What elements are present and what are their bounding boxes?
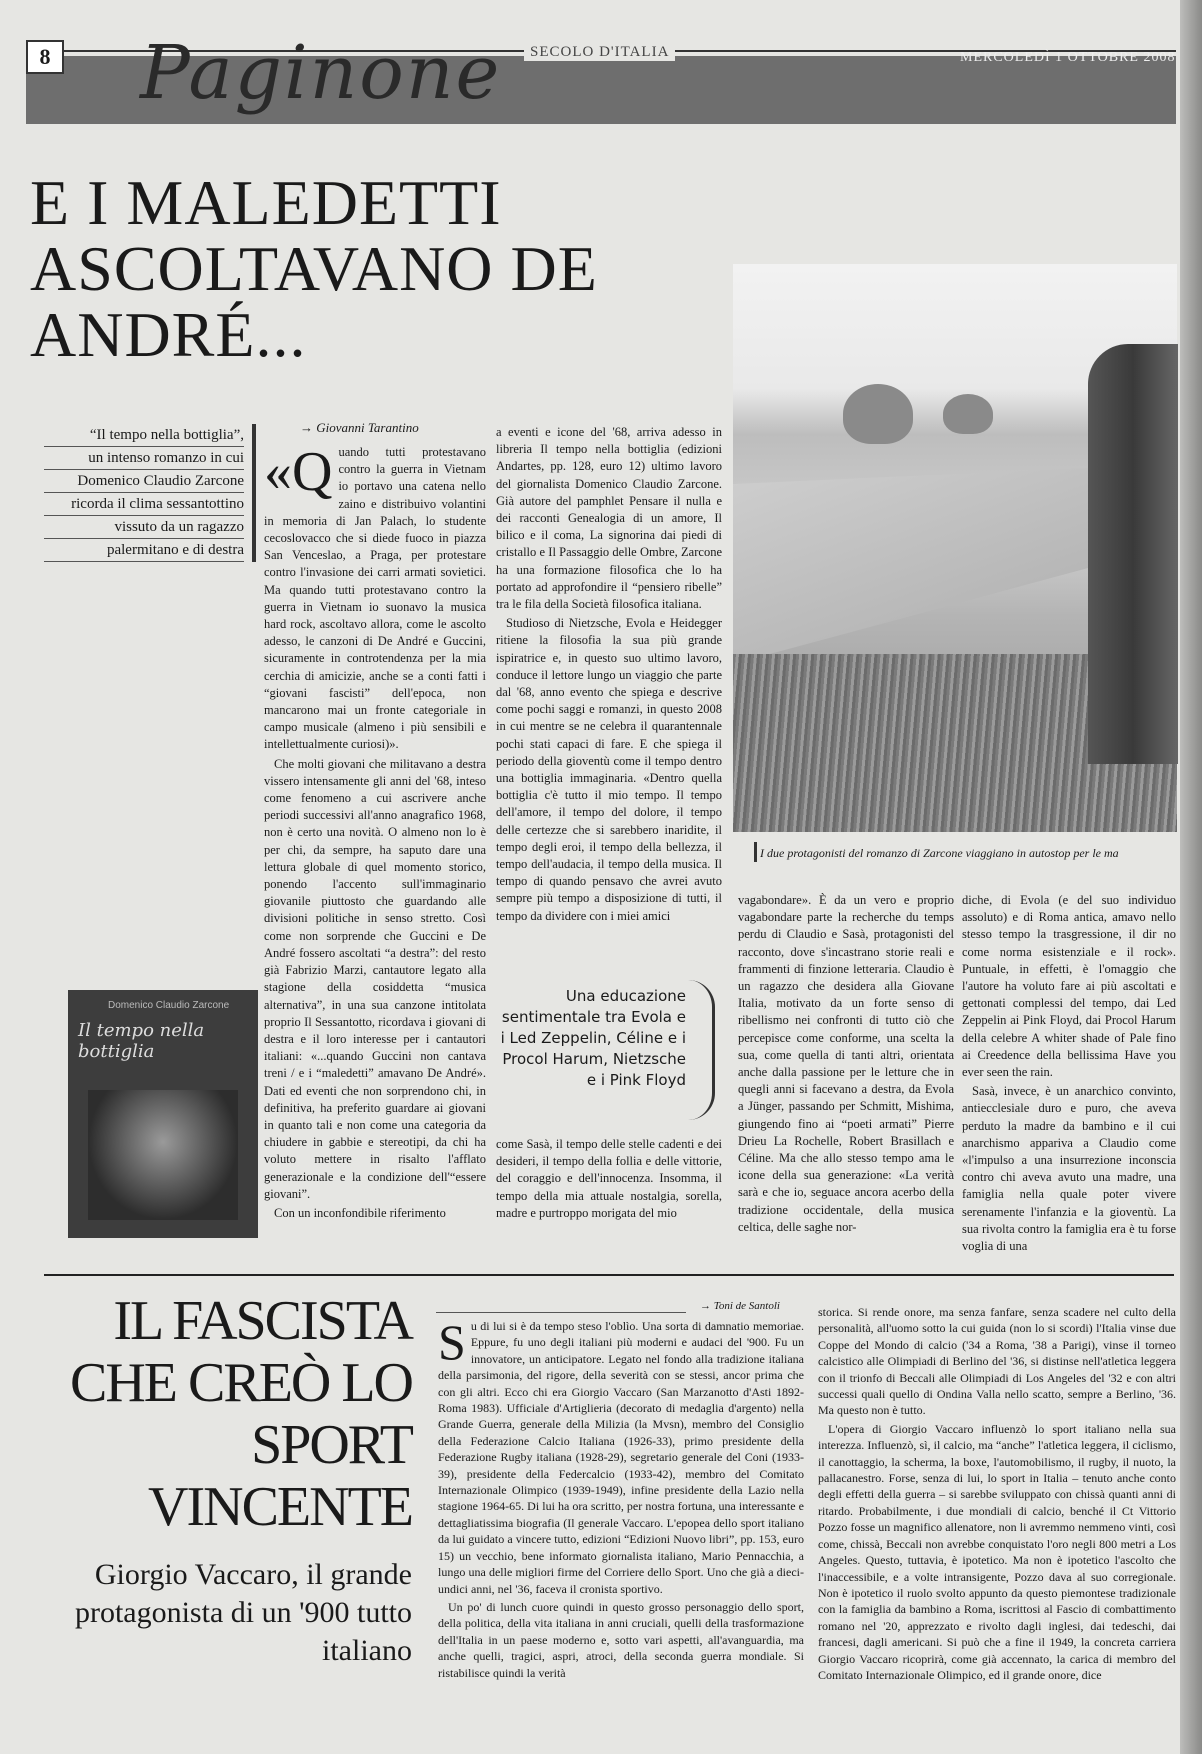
book-cover xyxy=(68,990,258,1238)
deck-line: vissuto da un ragazzo xyxy=(44,516,244,539)
section-title: Paginone xyxy=(140,30,502,116)
paragraph: L'opera di Giorgio Vaccaro influenzò lo sport italiano nella sua interezza. Influenzò, sì, il calcio, ma “anche” l'atletica leggera, il ciclismo, il canottaggio, la scherma, la boxe, l'automobilismo, il rugby, il nuoto, la pallacanestro. Forse, senza di lui, lo sport in Italia – tenuto anche conto degli effetti della guerra – si sarebbe sviluppato con chissà quanti anni di ritardo. Probabilmente, i due mondiali di calcio, benché il Ct Vittorio Pozzo fosse un magnifico allenatore, non li avremmo nemmeno vinti, così come, chissà, Beccali non avrebbe conquistato l'oro negli 800 metri a Los Angeles. Questo, tuttavia, è ipotetico. Ma non è ipotetico l'ascolto che l'inaccessibile, e a volte intransigente, Pozzo dava al suo corregionale. Non è ipotetico il ruolo svolto appunto da questo piemontese tradizionale con la famiglia da bambino a Roma, iscrittosi al Fascio di combattimento romano nel '20, apprezzato e rivolto dagli inglesi, dai tedeschi, dai francesi, dagli americani. Si può che a fine il 1949, la concreta carriera Giorgio Vaccaro ricoprirà, come già accennato, la carica di membro del Comitato Internazionale Olimpico, ed il grande onore, dice xyxy=(818,1421,1176,1682)
article1-column-3 xyxy=(738,892,954,1236)
article1-deck xyxy=(44,424,256,562)
article1-column-2-continued xyxy=(496,1136,722,1236)
page-edge xyxy=(1180,0,1202,1754)
article2-headline: IL FASCISTA CHE CREÒ LO SPORT VINCENTE xyxy=(70,1290,412,1538)
deck-line: ricorda il clima sessantottino xyxy=(44,493,244,516)
paragraph: vagabondare». È da un vero e proprio vagabondare parte la recherche du temps perdu di Claudio e Sasà, protagonisti del racconto, dove s'incastrano storie reali e frammenti di finzione letteraria. Claudio è un ragazzo che desidera alla Giovane Italia, motivato da un forte senso di ribellismo nei confronti di tutto ciò che percepisce come conforme, una scelta la sua, come quella di tanti altri, orientata anche dalla passione per le letture che in quegli anni si facevano a destra, da Evola a Jünger, passando per Schmitt, Mishima, giungendo fino ai “poeti armati” Pierre Drieu La Rochelle, Robert Brasillach e Céline. Ma che allo stesso tempo ama le icone della sua generazione: «La verità sarà e che io, seguace ancora acerbo della tradizione occidentale, della musica celtica, delle saghe nor- xyxy=(738,893,954,1234)
deck-line: Domenico Claudio Zarcone xyxy=(44,470,244,493)
paragraph: come Sasà, il tempo delle stelle cadenti e dei desideri, il tempo della follia e delle vittorie, del coraggio e dell'innocenza. Insomma, il tempo della mia attuale nostalgia, sorella, madre e purtroppo morigata del mio xyxy=(496,1137,722,1220)
byline-name: Giovanni Tarantino xyxy=(316,420,419,435)
paragraph: uando tutti protestavano contro la guerra in Vietnam io portavo una catena nello zaino e distribuivo volantini in memoria di Jan Palach, lo studente cecoslovacco che si diede fuoco in piazza San Venceslao, a Praga, per protestare contro l'invasione dei carri armati sovietici. Ma quando tutti protestavano contro la guerra in Vietnam io suonavo la musica hard rock, ascoltavo allora, come le ascolto adesso, le canzoni di De André e Guccini, sicuramente in controtendenza per la mia cerchia di amicizie, anche se a conti fatti i “giovani fascisti” dell'epoca, non mancarono mai un fronte categoriale in campo musicale (almeno i più sensibili e intellettualmente curiosi)». xyxy=(264,445,486,752)
paragraph: Sasà, invece, è un anarchico convinto, antiecclesiale duro e puro, che aveva perduto la madre da bambino e il cui anarchismo appariva a Claudio come «l'impulso a una insurrezione inconscia contro chi aveva avuto una madre, una famiglia nella quale poter vivere serenamente l'infanzia e la gioventù. La sua rivolta contro la famiglia era è tu forse voglia di una xyxy=(962,1084,1176,1254)
article-divider xyxy=(44,1274,1174,1276)
byline-rule xyxy=(436,1312,686,1313)
paragraph: Studioso di Nietzsche, Evola e Heidegger ritiene la filosofia la sua più grande ispiratrice e, in questo suo ultimo lavoro, conduce il lettore lungo un viaggio che parte dal '68, anno evento che spiega e descrive come pochi saggi e romanzi, in questo 2008 in cui mentre se ne celebra il quarantennale pochi stati capaci di fare. E che spiega il periodo della gioventù come il tempo dentro una bottiglia immaginaria. «Dentro quella bottiglia c'è tutto il mio tempo. Il tempo dell'amore, il tempo del dolore, il tempo delle certezze che si sarebbero inaridite, il tempo degli eroi, il tempo della bellezza, il tempo dell'audacia, il tempo della musica. Il tempo di quando pensavo che avrei avuto sempre più tempo a disposizione di tutti, il tempo da dividere con i miei amici xyxy=(496,616,722,923)
photo-tree xyxy=(943,394,993,434)
page-number: 8 xyxy=(26,40,64,74)
article1-column-2 xyxy=(496,424,722,972)
photo-tree xyxy=(843,384,913,444)
paragraph: diche, di Evola (e del suo individuo assoluto) e di Roma antica, amavo nello stesso tempo la trasgressione, il dir no come norma esistenziale e il rock». Puntuale, in effetti, è l'omaggio che l'autore ha voluto fare ai più ascoltati e gettonati complessi del tempo, dai Led Zeppelin ai Pink Floyd, dai Procol Harum della celebre A whiter shade of Pale fino ai Creedence della bellissima Have you ever seen the rain. xyxy=(962,893,1176,1080)
article1-column-1 xyxy=(264,441,486,1236)
article2-column-1 xyxy=(438,1314,804,1730)
paragraph: Un po' di lunch cuore quindi in questo grosso personaggio dello sport, della politica, della vita italiana in anni cruciali, quelli della trasformazione dell'Italia in un paese moderno e, sotto vari aspetti, all'avanguardia, ma anche quelli, tragici, aspri, atroci, della seconda guerra mondiale. Si ristabilisce quindi la verità xyxy=(438,1599,804,1680)
book-author: Domenico Claudio Zarcone xyxy=(108,1000,230,1011)
paragraph: Che molti giovani che militavano a destra vissero intensamente gli anni del '68, inteso come fenomeno a cui ascrivere anche periodi successivi all'anno anagrafico 1968, non è certo una novità. O almeno non lo è per chi, da sempre, ha saputo dare una lettura globale di quel momento storico, ponendo l'accento sull'immaginario giovanile piuttosto che guardando alle divisioni politiche in senso stretto. Così come non sorprende che Guccini e De André fossero ascoltati “a destra”: del resto già Fabrizio Marzi, cantautore legato alla stagione della cosiddetta “musica alternativa”, in una sua canzone intitolata proprio Il Sessantotto, ricordava i giovani di destra e il loro interesse per i cantautori italiani: «...quando Guccini non cantava treni / e i “maledetti” amavano De André». Dati ed eventi che non sorprendono chi, in definitiva, ha preferito guardare ai giovani in quanto tali e non come una categoria da chiudere in gabbie e stereotipi, da chi ha voluto mettere in risalto l'afflato generazionale e la condizione dell'“essere giovani”. xyxy=(264,756,486,1201)
photo-figure xyxy=(1088,344,1178,764)
deck-line: un intenso romanzo in cui xyxy=(44,447,244,470)
pull-quote: Una educazione sentimentale tra Evola e i Led Zeppelin, Céline e i Procol Harum, Nietzsche e i Pink Floyd xyxy=(500,987,686,1089)
publication-name: SECOLO D'ITALIA xyxy=(524,44,675,61)
issue-date: MERCOLEDÌ 1 OTTOBRE 2008 xyxy=(960,50,1176,65)
book-cover-image xyxy=(88,1090,238,1220)
byline-name: Toni de Santoli xyxy=(713,1300,780,1312)
deck-line: palermitano e di destra xyxy=(44,539,244,562)
article1-headline: E I MALEDETTI ASCOLTAVANO DE ANDRÉ... xyxy=(30,167,598,370)
article1-photo xyxy=(733,264,1177,832)
dropcap: S xyxy=(438,1314,466,1370)
paragraph: Con un inconfondibile riferimento xyxy=(274,1205,446,1220)
caption-bar xyxy=(754,842,757,862)
article2-deck: Giorgio Vaccaro, il grande protagonista di un '900 tutto italiano xyxy=(74,1558,412,1667)
paragraph: a eventi e icone del '68, arriva adesso in libreria Il tempo nella bottiglia (edizioni Andartes, pp. 128, euro 12) ultimo lavoro del giornalista Domenico Claudio Zarcone. Già autore del pamphlet Pensare il nulla e dei racconti Genealogia di un amore, Il bilico e il coma, La signorina dai piedi di cristallo e Il Passaggio delle Ombre, Zarcone ha una formazione filosofica che lo ha portato ad approfondire il “pensiero ribelle” tra le fila della Società filosofica italiana. xyxy=(496,425,722,612)
article2-column-2 xyxy=(818,1304,1176,1730)
article1-byline: → Giovanni Tarantino xyxy=(300,420,419,435)
deck-line: “Il tempo nella bottiglia”, xyxy=(44,424,244,447)
pull-quote-bracket xyxy=(688,980,715,1120)
dropcap: «Q xyxy=(264,441,333,503)
book-title: Il tempo nella bottiglia xyxy=(78,1020,205,1062)
paragraph: storica. Si rende onore, ma senza fanfare, senza scadere nel culto della personalità, all'uomo sotto la cui guida (non lo si scordi) l'Italia vinse due Coppe del Mondo di calcio ('34 a Roma, '38 a Parigi), vinse il torneo calcistico alle Olimpiadi di Berlino del '36, si distinse nell'atletica leggera con il trionfo di Beccali alle Olimpiadi di Los Angeles del '32 e con altri successi quali quello di Ondina Valla nello scatto, sempre a Berlino, '36. Ma questo non è tutto. xyxy=(818,1305,1176,1418)
article2-byline: → Toni de Santoli xyxy=(700,1300,780,1312)
article1-column-4 xyxy=(962,892,1176,1254)
paragraph: u di lui si è da tempo steso l'oblìo. Una sorta di damnatio memoriae. Eppure, fu uno degli italiani più moderni e audaci del '900. Fu un innovatore, un anticipatore. Legato nel fondo alla tradizione italiana della parsimonia, del rigore, della severità con se stessi, ancor prima che con gli altri. Ecco chi era Giorgio Vaccaro (San Marzanotto d'Asti 1892-Roma 1983). Ufficiale d'Artiglieria (decorato di medaglia d'argento) nella Grande Guerra, generale della Milizia (la Mvsn), membro del Consiglio della Federazione Calcio Italiana (1926-33), primo presidente della Federazione Rugby italiana (1928-29), segretario generale del Coni (1933-39), presidente della Federcalcio (1933-42), membro del Comitato Internazionale Olimpico (1939-1949), infine presidente della Lazio nella stagione 1964-65. Di lui ha ora scritto, per nostra fortuna, una interessante e dettagliatissima biografia (Il generale Vaccaro. L'epopea dello sport italiano da lui guidato a vincere tutto, edizioni “Edizioni Nuovo libri”, pp. 153, euro 15) un vecchio, bene informato giornalista italiano, Mario Pennacchia, a lungo una delle migliori firme del Corriere dello Sport. Uno che già a dieci-undici anni, nel '36, faceva il cronista sportivo. xyxy=(438,1319,804,1596)
photo-caption: I due protagonisti del romanzo di Zarcone viaggiano in autostop per le ma xyxy=(760,846,1119,860)
